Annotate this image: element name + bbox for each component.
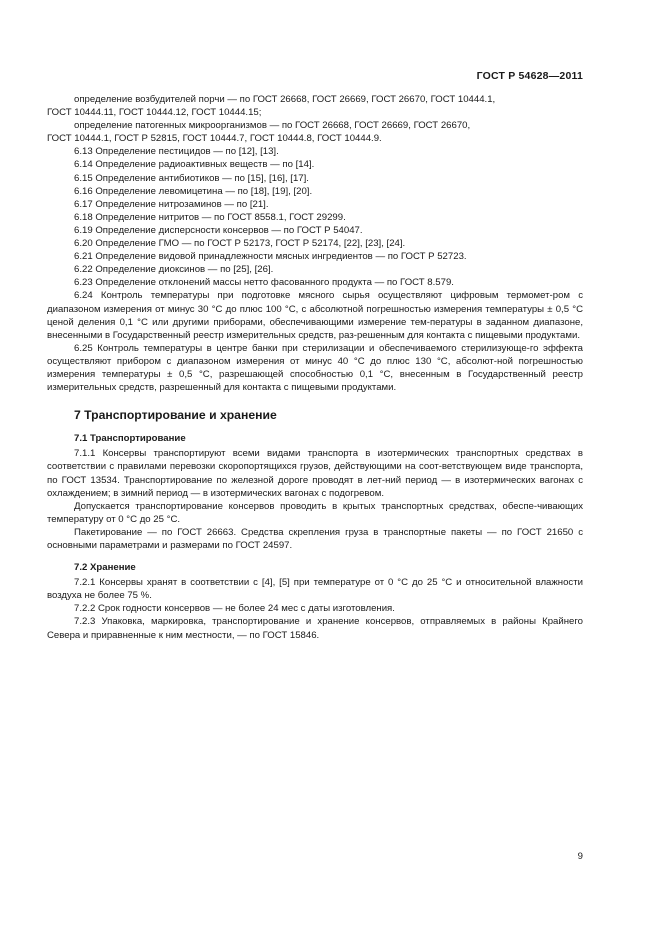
clause-7-2-1: 7.2.1 Консервы хранят в соответствии с [4], [5] при температуре от 0 °С до 25 °С и относительной влажности воздуха не более 75 %. xyxy=(47,577,583,602)
clause-6-16: 6.16 Определение левомицетина — по [18], [19], [20]. xyxy=(74,185,313,197)
page-content xyxy=(47,93,583,642)
page-number: 9 xyxy=(577,851,583,862)
section-7-title: 7 Транспортирование и хранение xyxy=(74,408,277,423)
clause-6-13: 6.13 Определение пестицидов — по [12], [13]. xyxy=(74,146,279,158)
document-code-header: ГОСТ Р 54628—2011 xyxy=(476,70,583,82)
clause-6-18: 6.18 Определение нитритов — по ГОСТ 8558.1, ГОСТ 29299. xyxy=(74,211,346,223)
subsection-7-1-title: 7.1 Транспортирование xyxy=(74,433,186,445)
clause-6-25: 6.25 Контроль температуры в центре банки при стерилизации и обеспечиваемого стерилизующе-го эффекта осуществляют прибором с диапазоном измерения от минус 40 °С до плюс 130 °С, абсолют-ной погрешностью измерения температуры ± 0,5 °С, разрешающей способностью 0,1 °С, внесенным в Государственный реестр измерительных средств, разрешенный для контакта с пищевыми продуктами. xyxy=(47,342,583,394)
clause-6-14: 6.14 Определение радиоактивных веществ — по [14]. xyxy=(74,159,315,171)
paragraph: Пакетирование — по ГОСТ 26663. Средства скрепления груза в транспортные пакеты — по ГОСТ 21650 с основными параметрами и размерами по ГОСТ 24597. xyxy=(47,526,583,551)
text-line: определение возбудителей порчи — по ГОСТ 26668, ГОСТ 26669, ГОСТ 26670, ГОСТ 10444.1, xyxy=(74,94,496,105)
text-line: ГОСТ 10444.11, ГОСТ 10444.12, ГОСТ 10444.15; xyxy=(47,107,262,119)
clause-6-20: 6.20 Определение ГМО — по ГОСТ Р 52173, ГОСТ Р 52174, [22], [23], [24]. xyxy=(74,238,406,250)
text-line: определение патогенных микроорганизмов — по ГОСТ 26668, ГОСТ 26669, ГОСТ 26670, xyxy=(74,120,471,132)
clause-6-17: 6.17 Определение нитрозаминов — по [21]. xyxy=(74,198,269,210)
clause-6-24: 6.24 Контроль температуры при подготовке мясного сырья осуществляют цифровым термомет-ром с диапазоном измерения от минус 30 °С до плюс 100 °С, с абсолютной погрешностью измерения температуры ± 0,5 °С ценой деления 0,1 °С или другими приборами, обеспечивающими измерение тем-пературы в заданном диапазоне, внесенными в Государственный реестр измерительных средств, раз-решенным для контакта с пищевыми продуктами. xyxy=(47,290,583,341)
clause-7-1-1: 7.1.1 Консервы транспортируют всеми видами транспорта в изотермических транспортных средствах в соответствии с правилами перевозки скоропортящихся грузов, действующими на соот-ветствующем виде транспорта, по ГОСТ 13534. Транспортирование по железной дороге проводят в лет-ний период — в изотермических вагонах с охлаждением; в зимний период — в изотермических вагонах с подогревом. xyxy=(47,448,583,499)
clause-6-22: 6.22 Определение диоксинов — по [25], [26]. xyxy=(74,264,274,276)
clause-6-23: 6.23 Определение отклонений массы нетто фасованного продукта — по ГОСТ 8.579. xyxy=(74,277,454,289)
clause-7-2-3: 7.2.3 Упаковка, маркировка, транспортирование и хранение консервов, отправляемых в районы Крайнего Севера и приравненные к ним местности, — по ГОСТ 15846. xyxy=(47,616,583,641)
clause-6-15: 6.15 Определение антибиотиков — по [15], [16], [17]. xyxy=(74,172,309,184)
clause-6-21: 6.21 Определение видовой принадлежности мясных ингредиентов — по ГОСТ Р 52723. xyxy=(74,251,467,263)
subsection-7-2-title: 7.2 Хранение xyxy=(74,562,136,574)
clause-7-2-2: 7.2.2 Срок годности консервов — не более 24 мес с даты изготовления. xyxy=(74,603,395,615)
paragraph: Допускается транспортирование консервов проводить в крытых транспортных средствах, обеспе-чивающих температуру от 0 °С до 25 °С. xyxy=(47,500,583,525)
clause-6-19: 6.19 Определение дисперсности консервов — по ГОСТ Р 54047. xyxy=(74,224,363,236)
text-line: ГОСТ 10444.1, ГОСТ Р 52815, ГОСТ 10444.7, ГОСТ 10444.8, ГОСТ 10444.9. xyxy=(47,133,382,145)
